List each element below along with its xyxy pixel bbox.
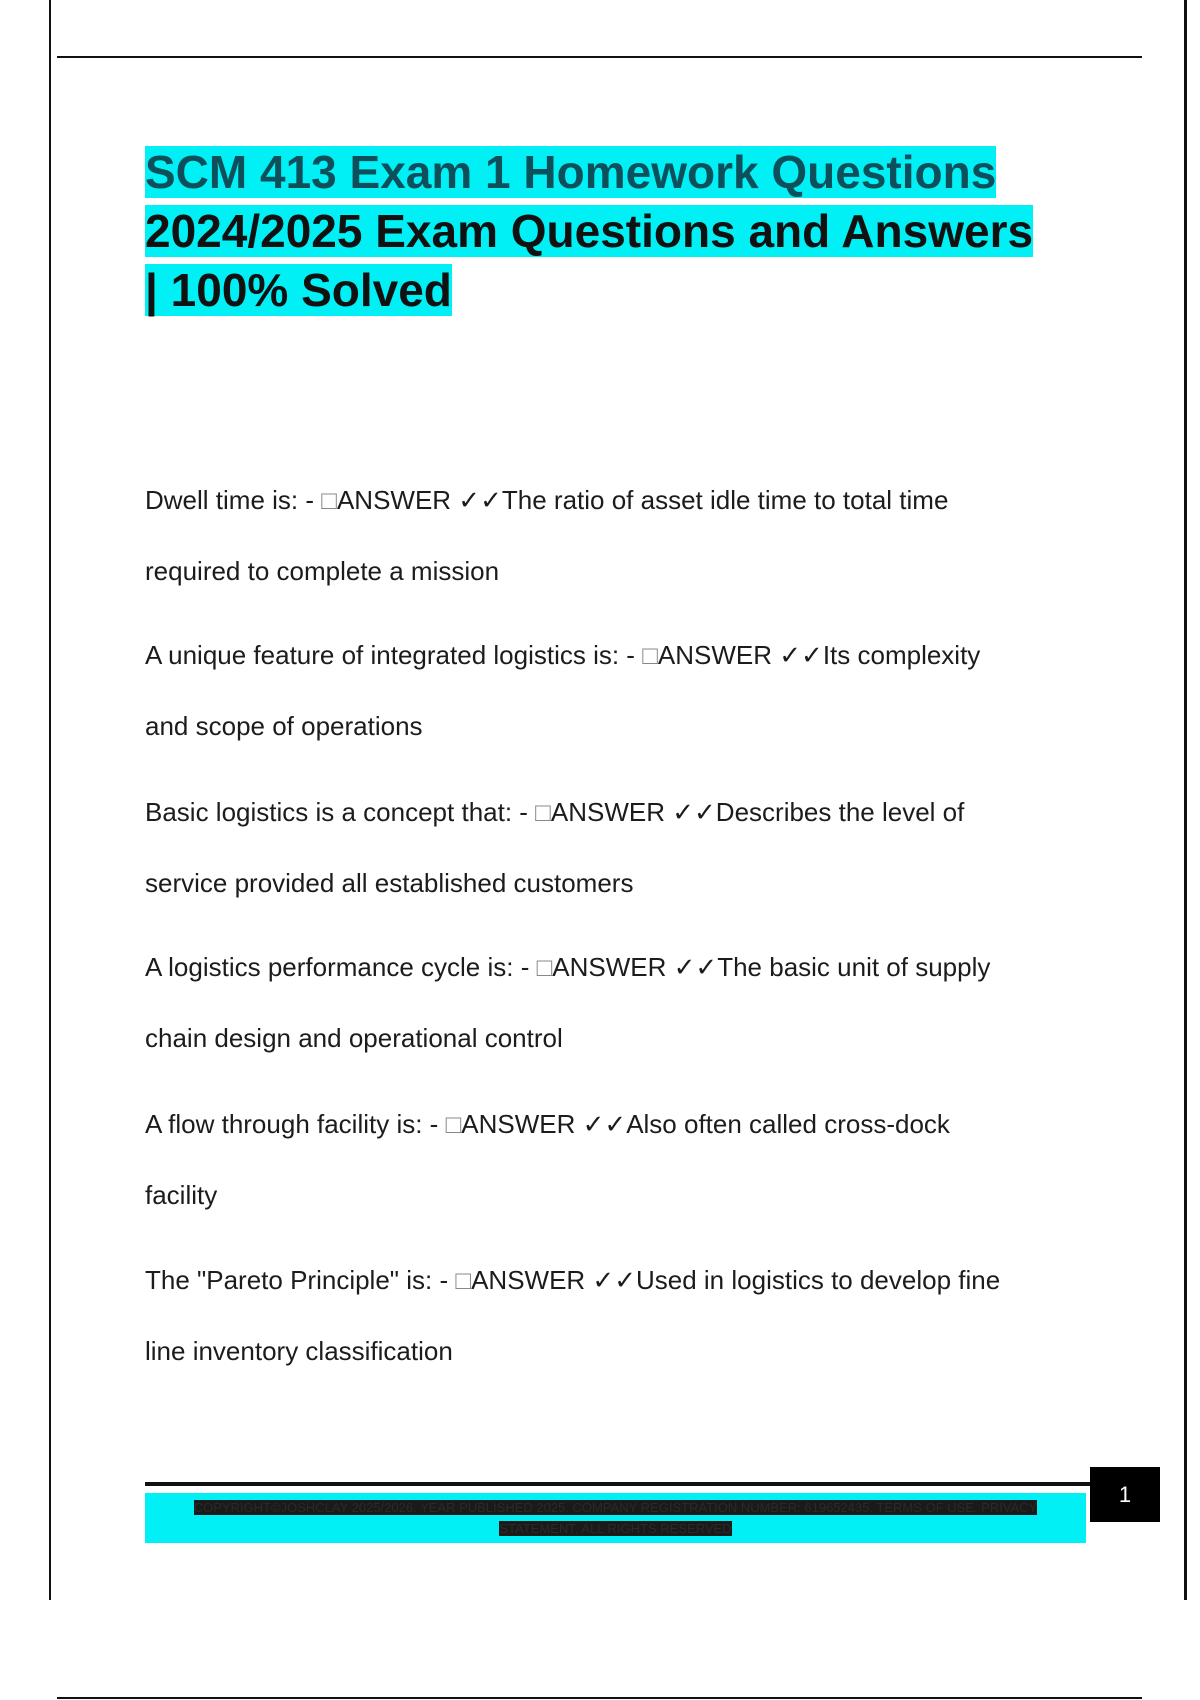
box-glyph: □ [321,485,337,515]
copyright-line-2: STATEMENT. ALL RIGHTS RESERVED [499,1521,732,1536]
question-text: Basic logistics is a concept that: - [145,797,536,827]
qa-item-2 [145,620,1105,762]
question-text: A flow through facility is: - [145,1109,446,1139]
box-glyph: □ [455,1265,472,1295]
title-line-2: 2024/2025 Exam Questions and Answers [145,205,1034,257]
qa-item-1 [145,465,1105,607]
title-line-3: | 100% Solved [145,264,452,316]
title-line-1: SCM 413 Exam 1 Homework Questions [145,146,997,198]
answer-continuation: service provided all established customers [145,868,634,898]
answer-continuation: facility [145,1180,218,1210]
answer-continuation: required to complete a mission [145,556,500,586]
question-text: The "Pareto Principle" is: - [145,1265,456,1295]
answer-continuation: and scope of operations [145,711,423,741]
box-glyph: □ [535,797,551,827]
qa-item-6 [145,1245,1105,1387]
qa-item-5 [145,1089,1105,1231]
page-number: 1 [1090,1467,1160,1522]
answer-continuation: line inventory classification [145,1336,453,1366]
question-text: Dwell time is: - [145,485,322,515]
page-border-left [49,0,51,1600]
copyright-line-1: COPYRIGHT©JOSHCLAY 2025/2026. YEAR PUBLISHED 2025. COMPANY REGISTRATION NUMBER: 619652435. TERMS OF USE. PRIVACY [193,1500,1038,1515]
answer-text: ANSWER ✓✓Describes the level of [550,797,965,827]
question-text: A logistics performance cycle is: - [145,952,537,982]
copyright-footer [145,1493,1086,1543]
answer-text: ANSWER ✓✓Also often called cross-dock [461,1109,950,1139]
question-text: A unique feature of integrated logistics is: - [145,640,643,670]
answer-text: ANSWER ✓✓The ratio of asset idle time to total time [336,485,949,515]
page-border-right [1184,0,1187,1600]
box-glyph: □ [642,640,658,670]
answer-text: ANSWER ✓✓Its complexity [657,640,981,670]
box-glyph: □ [536,952,553,982]
answer-text: ANSWER ✓✓The basic unit of supply [552,952,991,982]
document-title [145,143,1105,320]
answer-text: ANSWER ✓✓Used in logistics to develop fine [471,1265,1001,1295]
box-glyph: □ [445,1109,462,1139]
qa-item-4 [145,932,1105,1074]
footer-rule [145,1482,1090,1486]
header-rule [57,56,1142,58]
answer-continuation: chain design and operational control [145,1023,563,1053]
qa-item-3 [145,777,1105,919]
next-page-rule [57,1697,1142,1699]
